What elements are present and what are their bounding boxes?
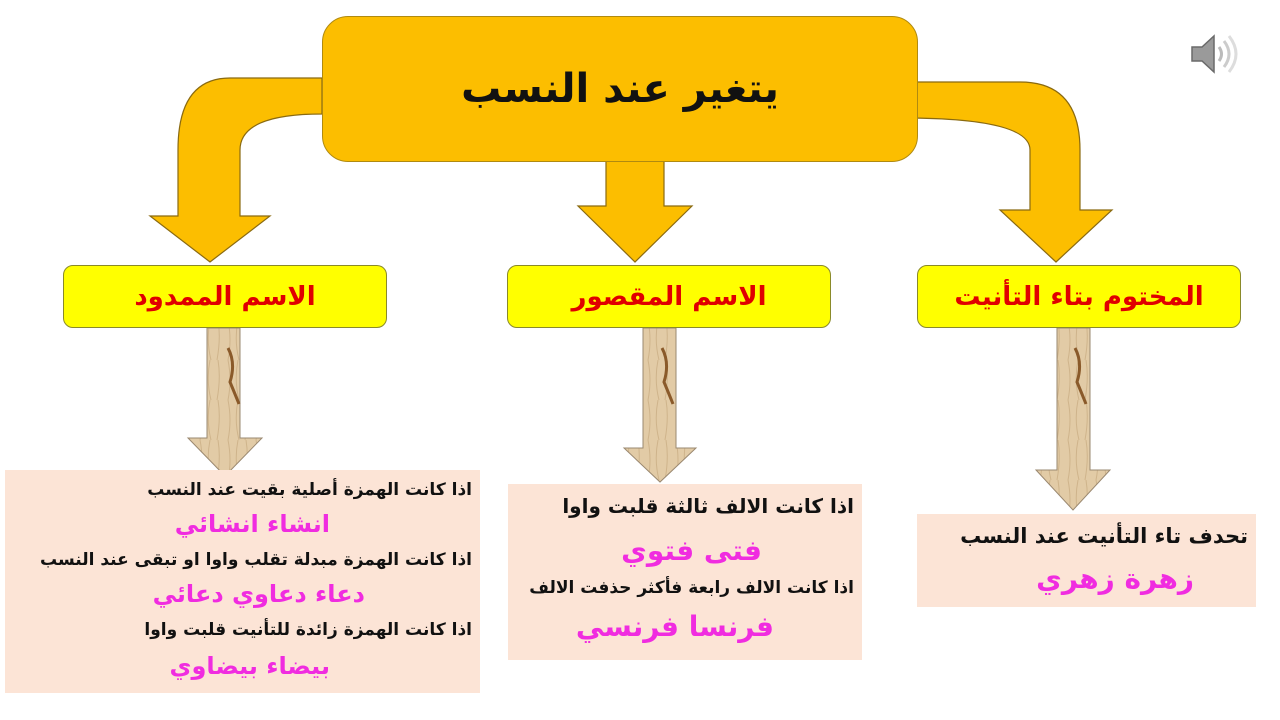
- wood-arrow-right: [1036, 328, 1110, 510]
- category-label-left: الاسم الممدود: [134, 281, 316, 312]
- wood-arrow-center: [624, 328, 696, 482]
- curved-arrow-left: [150, 78, 322, 262]
- category-label-center: الاسم المقصور: [571, 281, 767, 312]
- speaker-icon[interactable]: [1188, 30, 1238, 78]
- top-box: [322, 16, 918, 162]
- wood-arrow-left: [188, 328, 262, 476]
- example-text: بيضاء بيضاوي: [169, 652, 330, 680]
- category-box-right: [917, 265, 1241, 328]
- category-box-center: [507, 265, 831, 328]
- rule-text: اذا كانت الهمزة مبدلة تقلب واوا او تبقى عند النسب: [39, 550, 472, 570]
- example-text: زهرة زهري: [1036, 562, 1194, 595]
- rule-text: اذا كانت الهمزة أصلية بقيت عند النسب: [147, 480, 472, 500]
- category-label-right: المختوم بتاء التأنيت: [954, 281, 1204, 312]
- example-text: فتى فتوي: [621, 534, 762, 567]
- rule-box-left: [5, 470, 480, 693]
- arrow-down-center: [578, 148, 692, 262]
- curved-arrow-right: [902, 82, 1112, 262]
- category-box-left: [63, 265, 387, 328]
- top-box-title: يتغير عند النسب: [461, 66, 779, 112]
- example-text: انشاء انشائي: [174, 510, 330, 538]
- example-text: دعاء دعاوي دعائي: [152, 580, 365, 608]
- rule-text: اذا كانت الهمزة زائدة للتأنيت قلبت واوا: [144, 620, 472, 640]
- rule-box-right: [917, 514, 1256, 607]
- rule-box-center: [508, 484, 862, 660]
- rule-text: تحدف تاء التأنيت عند النسب: [960, 524, 1248, 548]
- rule-text: اذا كانت الالف ثالثة قلبت واوا: [562, 494, 854, 518]
- example-text: فرنسا فرنسي: [575, 610, 774, 643]
- rule-text: اذا كانت الالف رابعة فأكثر حذفت الالف: [529, 578, 854, 598]
